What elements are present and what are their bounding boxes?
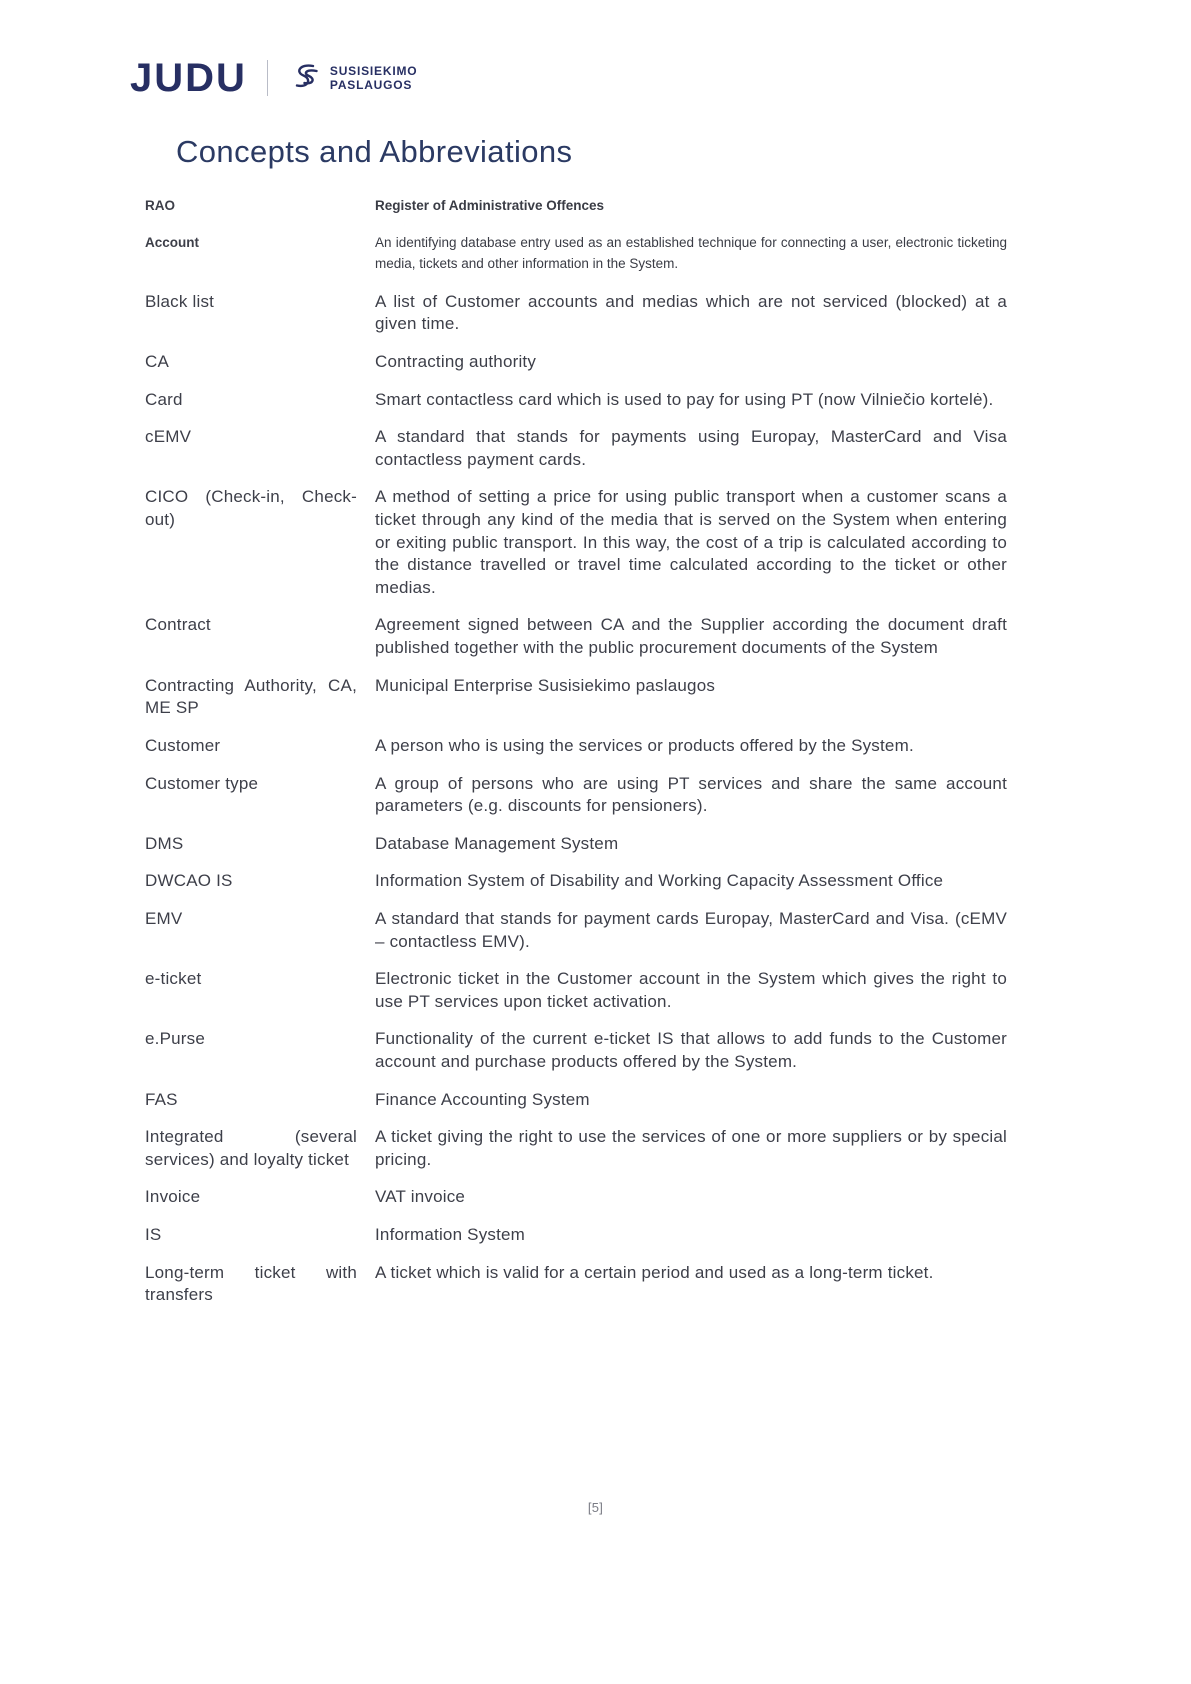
glossary-definition: A standard that stands for payments using Europay, MasterCard and Visa contactless payment cards.: [375, 427, 1007, 469]
glossary-definition: Information System of Disability and Working Capacity Assessment Office: [375, 871, 944, 891]
susisiekimo-logo: [288, 59, 417, 98]
susisiekimo-line1: SUSISIEKIMO: [329, 63, 418, 78]
glossary-definition: Information System: [375, 1225, 526, 1245]
page-number: [5]: [587, 1500, 604, 1515]
glossary-row: [145, 735, 1007, 758]
glossary-term: DWCAO IS: [145, 871, 233, 891]
glossary-row: [145, 968, 1007, 1013]
glossary-term: IS: [145, 1225, 162, 1245]
glossary-term: CICO (Check-in, Check-out): [145, 487, 357, 530]
judu-logo: JUDU: [130, 56, 247, 100]
glossary-term: Long-term ticket with transfers: [145, 1262, 357, 1305]
glossary-row: [145, 1186, 1007, 1209]
glossary-definition: A ticket giving the right to use the services of one or more suppliers or by special pricing.: [375, 1127, 1007, 1169]
glossary-definition: A person who is using the services or products offered by the System.: [375, 735, 914, 755]
glossary-definition: A group of persons who are using PT services and share the same account parameters (e.g. discounts for pensioners).: [375, 773, 1007, 816]
glossary-term: Contracting Authority, CA, ME SP: [145, 675, 357, 718]
glossary-definition: A list of Customer accounts and medias which are not serviced (blocked) at a given time.: [375, 291, 1007, 334]
glossary-row: [145, 291, 1007, 336]
glossary-row: [145, 833, 1007, 856]
glossary-term: e.Purse: [145, 1029, 205, 1049]
glossary-row: [145, 614, 1007, 659]
glossary-term: Customer type: [145, 773, 259, 793]
glossary-row: [145, 1089, 1007, 1112]
glossary-row: [145, 1262, 1007, 1307]
glossary-definition: Contracting authority: [375, 351, 537, 371]
glossary-row: [145, 486, 1007, 599]
glossary-definition: VAT invoice: [375, 1187, 466, 1207]
glossary-term: Integrated (several services) and loyalty ticket: [145, 1127, 357, 1169]
glossary-term: RAO: [145, 198, 175, 213]
glossary-term: Card: [145, 389, 183, 409]
glossary-row: [145, 389, 1007, 412]
glossary-term: DMS: [145, 833, 184, 853]
glossary-term: cEMV: [145, 427, 192, 447]
logo-divider: [267, 60, 268, 96]
glossary-definition: Register of Administrative Offences: [375, 198, 605, 213]
glossary-definition: Database Management System: [375, 833, 619, 853]
glossary-row: [145, 1224, 1007, 1247]
glossary-row: [145, 196, 1007, 216]
glossary-definition: A ticket which is valid for a certain period and used as a long-term ticket.: [375, 1262, 934, 1282]
glossary-term: Invoice: [145, 1187, 201, 1207]
glossary-row: [145, 426, 1007, 471]
glossary-row: [145, 908, 1007, 953]
susisiekimo-line2: PASLAUGOS: [329, 78, 413, 92]
glossary-term: FAS: [145, 1089, 178, 1109]
glossary-definition: Functionality of the current e-ticket IS that allows to add funds to the Customer account and purchase products offered by the System.: [375, 1029, 1007, 1071]
glossary-definition: Smart contactless card which is used to pay for using PT (now Vilniečio kortelė).: [375, 389, 994, 409]
glossary-term: EMV: [145, 908, 183, 928]
glossary-term: e-ticket: [145, 969, 202, 989]
glossary: [145, 196, 1007, 1322]
header: [130, 58, 417, 98]
susisiekimo-swirl-icon: [288, 59, 322, 98]
susisiekimo-logo-text: [330, 64, 417, 93]
glossary-definition: Agreement signed between CA and the Supplier according the document draft published together with the public procurement documents of the System: [375, 615, 1007, 658]
glossary-term: Customer: [145, 735, 221, 755]
glossary-definition: A standard that stands for payment cards Europay, MasterCard and Visa. (cEMV – contactless EMV).: [375, 908, 1007, 951]
glossary-term: CA: [145, 351, 170, 371]
glossary-definition: An identifying database entry used as an established technique for connecting a user, electronic ticketing media, tickets and other information in the System.: [375, 235, 1007, 271]
glossary-term: Black list: [145, 291, 215, 311]
glossary-row: [145, 1028, 1007, 1073]
glossary-row: [145, 233, 1007, 274]
page-title: Concepts and Abbreviations: [176, 134, 573, 169]
glossary-definition: Municipal Enterprise Susisiekimo paslaugos: [375, 675, 716, 695]
glossary-row: [145, 870, 1007, 893]
glossary-row: [145, 773, 1007, 818]
glossary-row: [145, 351, 1007, 374]
glossary-row: [145, 1126, 1007, 1171]
glossary-term: Account: [145, 235, 199, 251]
glossary-row: [145, 675, 1007, 720]
glossary-definition: Finance Accounting System: [375, 1089, 590, 1109]
glossary-definition: A method of setting a price for using public transport when a customer scans a ticket through any kind of the media that is served on the System when entering or exiting public transport. In this way, the cost of a trip is calculated according to the distance travelled or travel time calculated according to the ticket or other medias.: [375, 487, 1007, 597]
glossary-definition: Electronic ticket in the Customer account in the System which gives the right to use PT services upon ticket activation.: [375, 969, 1007, 1011]
glossary-term: Contract: [145, 615, 211, 635]
